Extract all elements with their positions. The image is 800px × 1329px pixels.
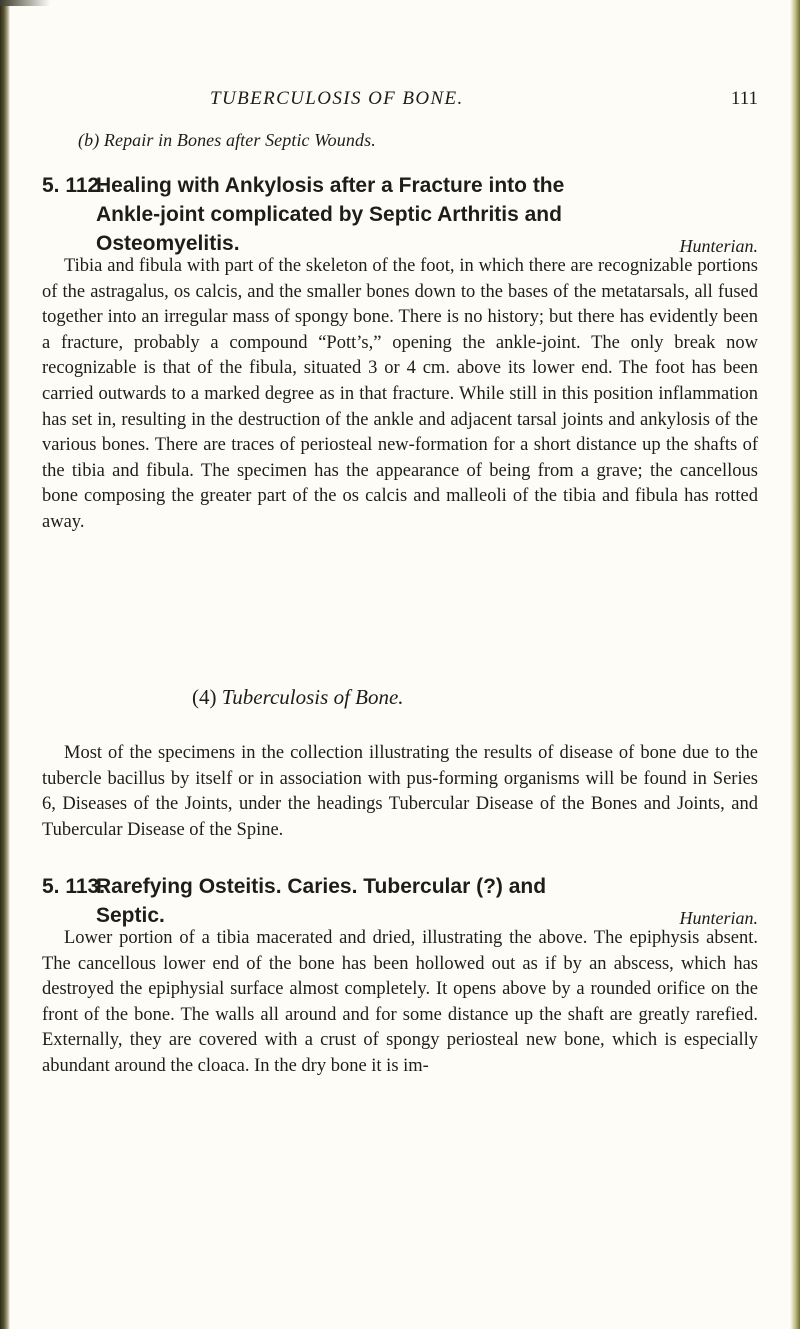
specimen-113-heading-line2: Septic. <box>96 904 165 927</box>
specimen-113-number: 5. 113. <box>42 875 106 898</box>
specimen-112-heading-line3: Osteomyelitis. <box>96 232 240 255</box>
running-head <box>42 88 758 116</box>
section-4-title <box>192 685 404 710</box>
specimen-113-description: Lower portion of a tibia macerated and dried, illustrating the above. The epiphysis absent. The cancellous lower end of the bone has been hollowed out as if by an abscess, which has destroyed the epiphysial surface almost completely. It opens above by a rounded orifice on the front of the bone. The walls all around and for some distance up the shaft are greatly rarefied. Externally, they are covered with a crust of spongy periosteal new bone, which is especially abundant around the cloaca. In the dry bone it is im- <box>42 928 758 1076</box>
specimen-112-heading-line2: Ankle-joint complicated by Septic Arthritis and <box>96 203 562 226</box>
specimen-112-collection: Hunterian. <box>679 236 758 256</box>
page-corner-shadow <box>0 0 50 6</box>
section-4-number: (4) <box>192 685 217 709</box>
specimen-112-heading-line1: Healing with Ankylosis after a Fracture into the <box>96 174 565 197</box>
specimen-113-heading <box>42 872 758 930</box>
binding-edge-right <box>790 0 800 1329</box>
specimen-112-heading <box>42 171 758 258</box>
specimen-112-number: 5. 112. <box>42 174 106 197</box>
specimen-113-collection: Hunterian. <box>679 908 758 928</box>
specimen-112-description: Tibia and fibula with part of the skeleton of the foot, in which there are recognizable portions of the astragalus, os calcis, and the smaller bones down to the bases of the metatarsals, all fused together into an irregular mass of spongy bone. There is no history; but there has evidently been a fracture, probably a compound “Pott’s,” opening the ankle-joint. The only break now recognizable is that of the fibula, situated 3 or 4 cm. above its lower end. The foot has been carried outwards to a marked degree as in that fracture. While still in this position inflammation has set in, resulting in the destruction of the ankle and adjacent tarsal joints and ankylosis of the various bones. There are traces of periosteal new-formation for a short distance up the shafts of the tibia and fibula. The specimen has the appearance of being from a grave; the cancellous bone composing the greater part of the os calcis and malleoli of the tibia and fibula has rotted away. <box>42 256 758 532</box>
running-title: TUBERCULOSIS OF BONE. <box>210 88 464 109</box>
section-4-body: Most of the specimens in the collection illustrating the results of disease of bone due to the tubercle bacillus by itself or in association with pus-forming organisms will be found in Series 6, Diseases of the Joints, under the headings Tubercular Disease of the Bones and Joints, and Tubercular Disease of the Spine. <box>42 743 758 840</box>
specimen-113-heading-line1: Rarefying Osteitis. Caries. Tubercular (?) and <box>96 875 547 898</box>
section-4-title-text: Tuberculosis of Bone. <box>221 685 404 709</box>
binding-edge-left <box>0 0 10 1329</box>
page-number: 111 <box>730 88 758 109</box>
subsection-title: (b) Repair in Bones after Septic Wounds. <box>78 130 376 150</box>
